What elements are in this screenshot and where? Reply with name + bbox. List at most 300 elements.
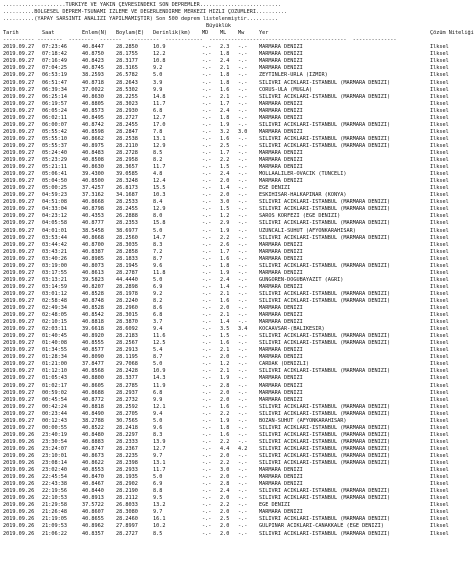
cell-quality: İlksel (430, 79, 449, 86)
cell-date: 2019.09.26 (3, 481, 35, 488)
earthquake-row (3, 354, 475, 361)
cell-time: 05:00:25 (42, 185, 67, 192)
cell-mw: -.- (238, 530, 248, 537)
cell-md: -.- (202, 199, 212, 206)
cell-longitude: 44.4440 (116, 276, 138, 283)
cell-mw: -.- (238, 368, 248, 375)
cell-time: 06:00:07 (42, 121, 67, 128)
earthquake-row (3, 143, 475, 150)
cell-date: 2019.09.27 (3, 135, 35, 142)
cell-depth: 12.4 (153, 178, 166, 185)
cell-ml: 1.6 (220, 255, 230, 262)
earthquake-row (3, 291, 475, 298)
cell-mw: -.- (238, 206, 248, 213)
earthquake-row (3, 340, 475, 347)
cell-md: -.- (202, 93, 212, 100)
cell-depth: 5.0 (153, 361, 163, 368)
cell-time: 21:26:48 (42, 509, 67, 516)
cell-quality: İlksel (430, 149, 449, 156)
cell-ml: 2.2 (220, 410, 230, 417)
cell-depth: 15.8 (153, 220, 166, 227)
earthquake-row (3, 516, 475, 523)
cell-ml: 1.5 (220, 164, 230, 171)
cell-md: -.- (202, 192, 212, 199)
earthquake-row (3, 242, 475, 249)
cell-quality: İlksel (430, 467, 449, 474)
cell-longitude: 28.1935 (116, 474, 138, 481)
cell-depth: 14.8 (153, 93, 166, 100)
cell-date: 2019.09.27 (3, 51, 35, 58)
cell-latitude: 37.8477 (82, 361, 104, 368)
cell-ml: 2.0 (220, 192, 230, 199)
cell-place: SILIVRI ACIKLARI-ISTANBUL (MARMARA DENIZI) (259, 403, 391, 410)
cell-ml: 2.5 (220, 516, 230, 523)
cell-time: 06:53:19 (42, 72, 67, 79)
cell-place: GULPINAR ACIKLARI-CANAKKALE (EGE DENIZI) (259, 523, 384, 530)
cell-ml: 2.1 (220, 65, 230, 72)
cell-ml: 1.6 (220, 340, 230, 347)
cell-latitude: 37.4257 (82, 185, 104, 192)
cell-md: -.- (202, 502, 212, 509)
cell-time: 04:01:01 (42, 227, 67, 234)
earthquake-row (3, 397, 475, 404)
cell-quality: İlksel (430, 424, 449, 431)
cell-longitude: 28.2110 (116, 142, 138, 149)
cell-longitude: 27.8997 (116, 523, 138, 530)
cell-md: -.- (202, 135, 212, 142)
cell-md: -.- (202, 248, 212, 255)
cell-depth: 8.6 (153, 305, 163, 312)
cell-latitude: 40.8700 (82, 241, 104, 248)
earthquake-row (3, 58, 475, 65)
cell-mw: -.- (238, 361, 248, 368)
cell-time: 03:44:42 (42, 241, 67, 248)
cell-latitude: 40.8800 (82, 375, 104, 382)
cell-depth: 8.3 (153, 431, 163, 438)
cell-place: EGE DENIZI (259, 185, 291, 192)
earthquake-row (3, 432, 475, 439)
cell-date: 2019.09.27 (3, 142, 35, 149)
cell-depth: 11.9 (153, 382, 166, 389)
cell-quality: İlksel (430, 157, 449, 164)
cell-time: 21:29:58 (42, 502, 67, 509)
cell-quality: İlksel (430, 192, 449, 199)
earthquake-row (3, 122, 475, 129)
cell-ml: 2.8 (220, 481, 230, 488)
cell-depth: 12.7 (153, 114, 166, 121)
cell-latitude: 40.8630 (82, 164, 104, 171)
cell-longitude: 28.2937 (116, 389, 138, 396)
col-header-quality: Çözüm Niteliği (430, 30, 474, 37)
cell-date: 2019.09.27 (3, 312, 35, 319)
cell-date: 2019.09.26 (3, 495, 35, 502)
cell-ml: 1.8 (220, 114, 230, 121)
cell-time: 05:21:11 (42, 164, 67, 171)
cell-date: 2019.09.27 (3, 114, 35, 121)
cell-place: MARMARA DENIZI (259, 474, 303, 481)
cell-md: -.- (202, 509, 212, 516)
cell-date: 2019.09.27 (3, 326, 35, 333)
cell-place: SILIVRI ACIKLARI-ISTANBUL (MARMARA DENIZI) (259, 234, 391, 241)
cell-time: 01:28:34 (42, 354, 67, 361)
cell-latitude: 40.8528 (82, 305, 104, 312)
cell-md: -.- (202, 297, 212, 304)
cell-latitude: 40.8883 (82, 438, 104, 445)
cell-time: 00:59:02 (42, 389, 67, 396)
cell-quality: İlksel (430, 44, 449, 51)
earthquake-row (3, 80, 475, 87)
earthquake-row (3, 502, 475, 509)
cell-mw: -.- (238, 86, 248, 93)
cell-time: 21:09:53 (42, 523, 67, 530)
cell-quality: İlksel (430, 326, 449, 333)
cell-mw: -.- (238, 382, 248, 389)
cell-latitude: 40.8920 (82, 333, 104, 340)
cell-quality: İlksel (430, 255, 449, 262)
cell-longitude: 28.2732 (116, 396, 138, 403)
cell-depth: 13.9 (153, 438, 166, 445)
cell-quality: İlksel (430, 234, 449, 241)
cell-longitude: 28.1945 (116, 262, 138, 269)
cell-depth: 12.5 (153, 340, 166, 347)
cell-mw: 3.0 (238, 128, 248, 135)
col-header-ml: ML (220, 30, 227, 37)
cell-quality: İlksel (430, 417, 449, 424)
cell-longitude: 26.8173 (116, 185, 138, 192)
cell-date: 2019.09.27 (3, 157, 35, 164)
earthquake-row (3, 185, 475, 192)
earthquake-row (3, 305, 475, 312)
cell-ml: 1.7 (220, 100, 230, 107)
earthquake-row (3, 474, 475, 481)
earthquake-row (3, 425, 475, 432)
cell-latitude: 40.8630 (82, 93, 104, 100)
cell-mw: -.- (238, 114, 248, 121)
cell-time: 01:40:08 (42, 340, 67, 347)
cell-ml: 2.0 (220, 396, 230, 403)
cell-place: KOCAAVSAR-(BALIKESIR) (259, 326, 325, 333)
cell-date: 2019.09.27 (3, 269, 35, 276)
cell-ml: 1.4 (220, 185, 230, 192)
cell-quality: İlksel (430, 171, 449, 178)
cell-depth: 16.1 (153, 516, 166, 523)
cell-latitude: 40.8490 (82, 410, 104, 417)
cell-time: 00:00:55 (42, 424, 67, 431)
cell-latitude: 40.8607 (82, 509, 104, 516)
cell-time: 05:24:40 (42, 149, 67, 156)
cell-mw: -.- (238, 488, 248, 495)
cell-quality: İlksel (430, 474, 449, 481)
cell-mw: -.- (238, 460, 248, 467)
cell-mw: -.- (238, 403, 248, 410)
cell-latitude: 39.6618 (82, 326, 104, 333)
cell-longitude: 26.2888 (116, 213, 138, 220)
cell-longitude: 29.7068 (116, 361, 138, 368)
cell-place: SILIVRI ACIKLARI-ISTANBUL (MARMARA DENIZI) (259, 460, 391, 467)
magnitude-label: Büyüklük (206, 23, 231, 30)
cell-ml: 2.2 (220, 438, 230, 445)
cell-ml: 4.4 (220, 445, 230, 452)
cell-place: MARMARA DENIZI (259, 375, 303, 382)
cell-time: 03:40:26 (42, 255, 67, 262)
earthquake-row (3, 531, 475, 538)
earthquake-row (3, 375, 475, 382)
cell-latitude: 40.8495 (82, 114, 104, 121)
cell-time: 04:33:04 (42, 206, 67, 213)
cell-depth: 9.4 (153, 410, 163, 417)
cell-ml: 2.1 (220, 290, 230, 297)
earthquake-row (3, 108, 475, 115)
cell-quality: İlksel (430, 178, 449, 185)
cell-time: 06:05:24 (42, 107, 67, 114)
cell-longitude: 28.2538 (116, 135, 138, 142)
cell-depth: 13.1 (153, 135, 166, 142)
cell-depth: 9.2 (153, 65, 163, 72)
cell-place: MARMARA DENIZI (259, 347, 303, 354)
cell-quality: İlksel (430, 481, 449, 488)
cell-depth: 3.9 (153, 79, 163, 86)
cell-ml: 1.6 (220, 403, 230, 410)
cell-longitude: 28.3177 (116, 58, 138, 65)
cell-ml: 1.8 (220, 51, 230, 58)
cell-ml: 1.2 (220, 361, 230, 368)
cell-depth: 8.8 (153, 488, 163, 495)
cell-place: ESKIHISAR-HALKAPINAR (KONYA) (259, 192, 347, 199)
cell-quality: İlksel (430, 410, 449, 417)
cell-md: -.- (202, 333, 212, 340)
cell-md: -.- (202, 530, 212, 537)
cell-latitude: 40.8568 (82, 368, 104, 375)
earthquake-row (3, 65, 475, 72)
cell-longitude: 28.2592 (116, 403, 138, 410)
cell-md: -.- (202, 72, 212, 79)
cell-md: -.- (202, 142, 212, 149)
cell-latitude: 37.0022 (82, 86, 104, 93)
cell-mw: -.- (238, 305, 248, 312)
cell-time: 01:05:43 (42, 375, 67, 382)
cell-md: -.- (202, 347, 212, 354)
cell-place: MARMARA DENIZI (259, 312, 303, 319)
cell-longitude: 28.2235 (116, 453, 138, 459)
cell-quality: İlksel (430, 213, 449, 220)
cell-place: SILIVRI ACIKLARI-ISTANBUL (MARMARA DENIZI) (259, 410, 391, 417)
cell-mw: -.- (238, 347, 248, 354)
earthquake-row (3, 453, 475, 460)
cell-quality: İlksel (430, 114, 449, 121)
cell-longitude: 28.2930 (116, 107, 138, 114)
cell-latitude: 40.8718 (82, 79, 104, 86)
cell-depth: 10.2 (153, 523, 166, 530)
cell-mw: -.- (238, 431, 248, 438)
cell-mw: -.- (238, 340, 248, 347)
cell-ml: 2.2 (220, 502, 230, 509)
cell-longitude: 28.2787 (116, 269, 138, 276)
cell-md: -.- (202, 100, 212, 107)
cell-depth: 13.2 (153, 502, 166, 509)
cell-quality: İlksel (430, 248, 449, 255)
cell-date: 2019.09.27 (3, 354, 35, 361)
cell-ml: 1.8 (220, 424, 230, 431)
cell-quality: İlksel (430, 241, 449, 248)
cell-md: -.- (202, 220, 212, 227)
cell-place: MARMARA DENIZI (259, 389, 303, 396)
cell-mw: -.- (238, 410, 248, 417)
col-header-depth: Derinlik(km) (153, 30, 191, 37)
cell-md: -.- (202, 149, 212, 156)
cell-depth: 10.8 (153, 58, 166, 65)
cell-latitude: 37.5722 (82, 502, 104, 509)
cell-date: 2019.09.27 (3, 241, 35, 248)
cell-latitude: 40.8798 (82, 206, 104, 213)
cell-date: 2019.09.27 (3, 417, 35, 424)
cell-latitude: 40.8772 (82, 396, 104, 403)
cell-date: 2019.09.26 (3, 509, 35, 516)
cell-mw: -.- (238, 509, 248, 516)
cell-date: 2019.09.27 (3, 178, 35, 185)
earthquake-row (3, 44, 475, 51)
cell-ml: 2.4 (220, 58, 230, 65)
earthquake-row (3, 178, 475, 185)
cell-ml: 1.9 (220, 417, 230, 424)
cell-latitude: 40.8090 (82, 354, 104, 361)
earthquake-row (3, 509, 475, 516)
cell-place: SILIVRI ACIKLARI-ISTANBUL (MARMARA DENIZI) (259, 121, 391, 128)
cell-place: SILIVRI ACIKLARI-ISTANBUL (MARMARA DENIZI) (259, 262, 391, 269)
cell-quality: İlksel (430, 354, 449, 361)
earthquake-rows (3, 44, 475, 537)
cell-place: SILIVRI ACIKLARI-ISTANBUL (MARMARA DENIZI) (259, 438, 391, 445)
cell-date: 2019.09.27 (3, 79, 35, 86)
cell-time: 01:21:00 (42, 361, 67, 368)
cell-longitude: 28.1833 (116, 255, 138, 262)
cell-date: 2019.09.27 (3, 192, 35, 199)
cell-depth: 9.4 (153, 326, 163, 333)
cell-ml: 2.1 (220, 312, 230, 319)
cell-mw: -.- (238, 269, 248, 276)
cell-longitude: 28.2560 (116, 234, 138, 241)
cell-mw: -.- (238, 171, 248, 178)
cell-md: -.- (202, 438, 212, 445)
cell-time: 03:19:00 (42, 262, 67, 269)
cell-longitude: 28.2533 (116, 199, 138, 206)
earthquake-row (3, 326, 475, 333)
cell-mw: -.- (238, 453, 248, 459)
cell-latitude: 38.5458 (82, 227, 104, 234)
cell-time: 23:24:07 (42, 445, 67, 452)
cell-mw: 3.4 (238, 326, 248, 333)
cell-ml: 1.7 (220, 248, 230, 255)
cell-place: MARMARA DENIZI (259, 100, 303, 107)
cell-depth: 11.7 (153, 100, 166, 107)
cell-time: 07:04:25 (42, 65, 67, 72)
cell-ml: 2.0 (220, 354, 230, 361)
cell-quality: İlksel (430, 509, 449, 516)
cell-quality: İlksel (430, 382, 449, 389)
cell-mw: -.- (238, 100, 248, 107)
cell-place: CARDAK (DENIZLI) (259, 361, 309, 368)
cell-longitude: 28.3080 (116, 509, 138, 516)
cell-place: SILIVRI ACIKLARI-ISTANBUL (MARMARA DENIZI) (259, 424, 391, 431)
cell-quality: İlksel (430, 185, 449, 192)
cell-md: -.- (202, 474, 212, 481)
cell-depth: 10.9 (153, 44, 166, 51)
cell-ml: 2.0 (220, 495, 230, 502)
cell-depth: 8.0 (153, 213, 163, 220)
cell-latitude: 40.8745 (82, 65, 104, 72)
cell-depth: 14.7 (153, 234, 166, 241)
cell-mw: -.- (238, 51, 248, 58)
earthquake-row (3, 171, 475, 178)
cell-mw: -.- (238, 255, 248, 262)
cell-mw: -.- (238, 276, 248, 283)
cell-place: SAROS KORFEZI (EGE DENIZI) (259, 213, 341, 220)
cell-md: -.- (202, 467, 212, 474)
cell-md: -.- (202, 417, 212, 424)
cell-quality: İlksel (430, 523, 449, 530)
earthquake-row (3, 368, 475, 375)
earthquake-row (3, 249, 475, 256)
cell-date: 2019.09.26 (3, 467, 35, 474)
cell-time: 03:14:59 (42, 283, 67, 290)
cell-md: -.- (202, 227, 212, 234)
cell-md: -.- (202, 178, 212, 185)
cell-place: MARMARA DENIZI (259, 467, 303, 474)
cell-date: 2019.09.27 (3, 206, 35, 213)
earthquake-row (3, 256, 475, 263)
cell-depth: 13.1 (153, 460, 166, 467)
col-header-lat: Enlem(N) (82, 30, 107, 37)
cell-time: 05:04:50 (42, 178, 67, 185)
cell-quality: İlksel (430, 72, 449, 79)
cell-ml: 2.0 (220, 389, 230, 396)
cell-date: 2019.09.26 (3, 460, 35, 467)
earthquake-row (3, 101, 475, 108)
cell-depth: 9.6 (153, 424, 163, 431)
earthquake-row (3, 467, 475, 474)
cell-latitude: 40.8747 (82, 445, 104, 452)
cell-time: 05:55:10 (42, 135, 67, 142)
cell-ml: 2.6 (220, 241, 230, 248)
col-header-place: Yer (259, 30, 269, 37)
cell-latitude: 40.8985 (82, 255, 104, 262)
cell-time: 00:12:43 (42, 417, 67, 424)
cell-place: MARMARA DENIZI (259, 107, 303, 114)
cell-mw: -.- (238, 474, 248, 481)
cell-depth: 6.9 (153, 283, 163, 290)
cell-date: 2019.09.27 (3, 305, 35, 312)
cell-mw: -.- (238, 44, 248, 51)
cell-date: 2019.09.27 (3, 389, 35, 396)
cell-depth: 8.3 (153, 241, 163, 248)
cell-quality: İlksel (430, 495, 449, 502)
cell-date: 2019.09.27 (3, 65, 35, 72)
earthquake-row (3, 319, 475, 326)
cell-date: 2019.09.27 (3, 396, 35, 403)
cell-place: MARMARA DENIZI (259, 58, 303, 65)
cell-depth: 12.2 (153, 51, 166, 58)
cell-ml: 1.7 (220, 149, 230, 156)
cell-place: MARMARA DENIZI (259, 178, 303, 185)
cell-place: BOZAN-SUHUT (AFYONKARAHISAR) (259, 417, 347, 424)
cell-latitude: 40.8818 (82, 319, 104, 326)
cell-longitude: 28.2183 (116, 333, 138, 340)
cell-quality: İlksel (430, 220, 449, 227)
cell-latitude: 40.8508 (82, 157, 104, 164)
cell-time: 02:48:05 (42, 312, 67, 319)
cell-ml: 2.9 (220, 220, 230, 227)
cell-latitude: 40.8818 (82, 403, 104, 410)
cell-md: -.- (202, 523, 212, 530)
